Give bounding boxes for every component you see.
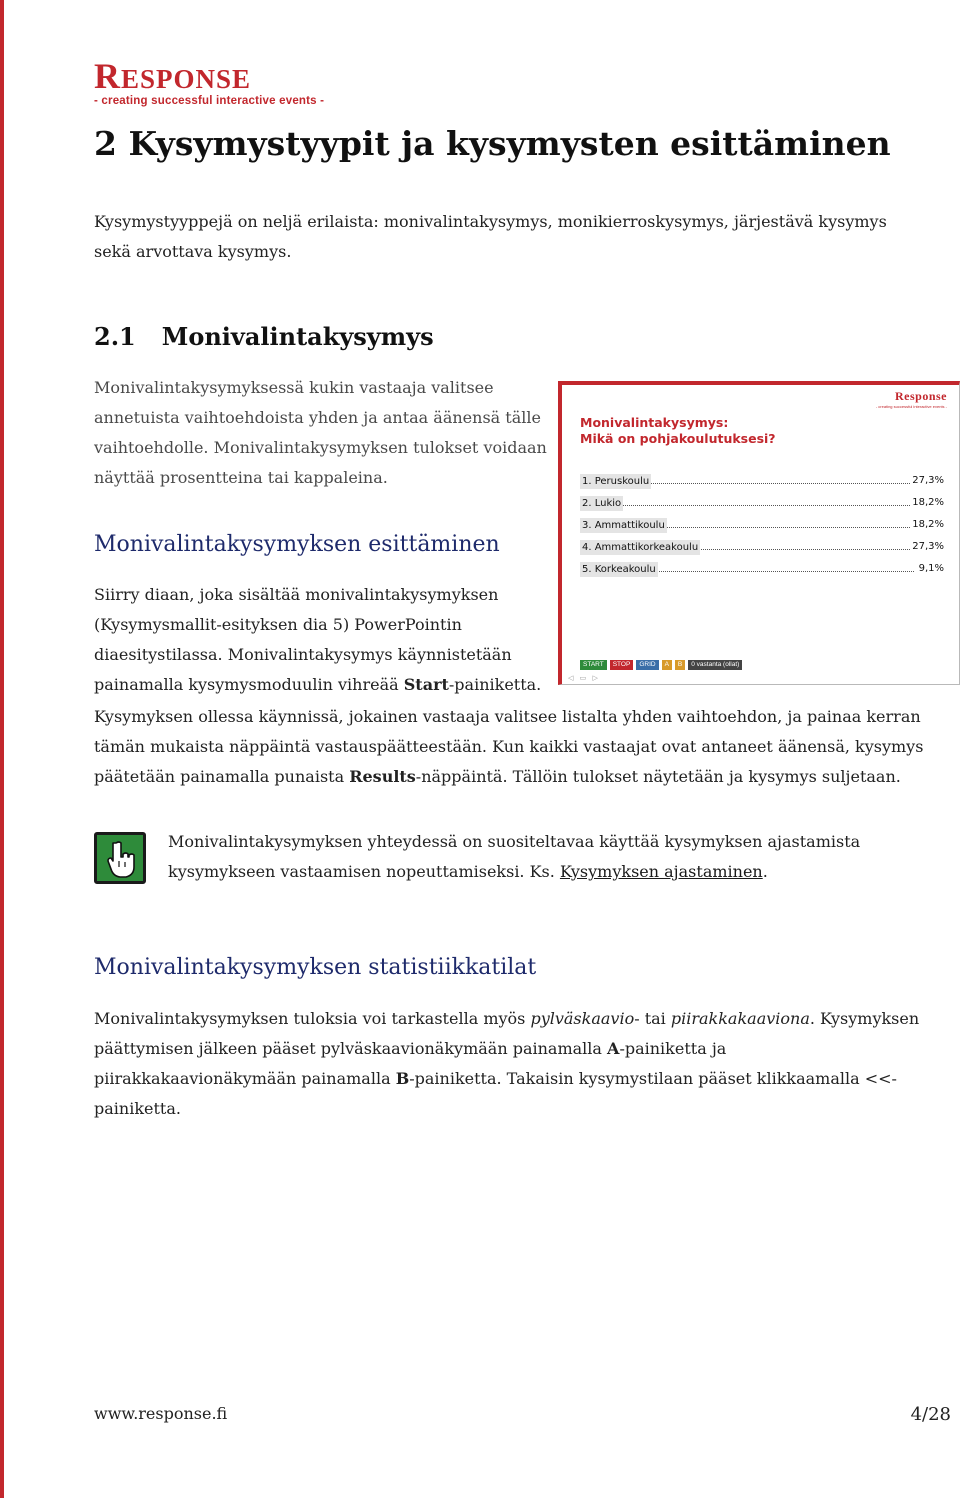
slide-question-title [580,415,776,447]
slide-a-button[interactable]: A [662,660,672,670]
slide-title-line-2: Mikä on pohjakoulutuksesi? [580,431,776,446]
option-label: 5. Korkeakoulu [582,564,656,575]
logo-tagline: - creating successful interactive events - [94,95,325,107]
slide-logo [876,389,947,409]
slide-stop-button[interactable]: STOP [610,660,634,670]
slide-screenshot [558,381,960,685]
section-number: 2.1 [94,322,136,351]
response-logo [94,58,324,107]
slide-option-row [580,516,944,538]
intro-paragraph: Kysymystyyppejä on neljä erilaista: monivalintakysymys, monikierroskysymys, järjestävä kysymys sekä arvottava kysymys. [94,212,887,261]
option-percent: 18,2% [912,519,944,530]
option-percent: 9,1% [918,563,944,574]
timing-link[interactable]: Kysymyksen ajastaminen [559,862,763,881]
slide-b-button[interactable]: B [675,660,685,670]
slide-grid-button[interactable]: GRID [636,660,658,670]
slide-option-row [580,472,944,494]
section-heading-2-1 [94,322,434,351]
slide-option-row [580,560,944,582]
option-label: 2. Lukio [582,498,622,509]
footer-url: www.response.fi [94,1404,228,1423]
slide-option-row [580,494,944,516]
tip-paragraph: Monivalintakysymyksen yhteydessä on suositeltavaa käyttää kysymyksen ajastamista kysymykseen vastaamisen nopeuttamiseksi. Ks. Kysymyksen ajastaminen. [168,832,861,881]
dot-leader [580,505,914,506]
option-label: 4. Ammattikorkeakoulu [582,542,699,553]
slide-start-button[interactable]: START [580,660,607,670]
option-label: 1. Peruskoulu [582,476,650,487]
slide-options-list [580,472,944,582]
section-2-1-body: Monivalintakysymyksessä kukin vastaaja valitsee annetuista vaihtoehdoista yhden ja antaa äänensä tälle vaihtoehdolle. Monivalintakysymyksen tulokset voidaan näyttää prosentteina tai kappaleina. [94,378,547,487]
left-margin-rule [0,0,4,1498]
slide-option-row [580,538,944,560]
slide-title-line-1: Monivalintakysymys: [580,415,729,430]
slide-response-count: 0 vastanta (ollat) [688,660,742,670]
statistics-heading: Monivalintakysymyksen statistiikkatilat [94,955,537,980]
logo-wordmark: RESPONSE [94,56,252,96]
slide-logo-wordmark: Response [894,389,947,403]
pointing-hand-icon [94,832,146,884]
start-keyword: Start [403,675,449,694]
presentation-paragraph-1: Siirry diaan, joka sisältää monivalintakysymyksen (Kysymysmallit-esityksen dia 5) PowerPointin diaesitystilassa. Monivalintakysymys käynnistetään painamalla kysymysmoduulin vihreää Start-painiketta. [94,585,542,694]
option-percent: 18,2% [912,497,944,508]
slide-control-bar [580,660,742,670]
option-percent: 27,3% [912,541,944,552]
slide-logo-tagline: - creating successful interactive events - [875,404,947,409]
page-number: 4/28 [910,1404,951,1425]
page-title: 2 Kysymystyypit ja kysymysten esittäminen [94,124,891,163]
option-label: 3. Ammattikoulu [582,520,665,531]
statistics-paragraph: Monivalintakysymyksen tuloksia voi tarkastella myös pylväskaavio- tai piirakkakaaviona. Kysymyksen päättymisen jälkeen pääset pylväskaavionäkymään painamalla A-painiketta ja piirakkakaavionäkymään painamalla B-painiketta. Takaisin kysymystilaan pääset klikkaamalla <<-painiketta. [94,1009,920,1118]
presentation-paragraph-2: Kysymyksen ollessa käynnissä, jokainen vastaaja valitsee listalta yhden vaihtoehdon, ja painaa kerran tämän mukaista näppäintä vastauspäätteestään. Kun kaikki vastaajat ovat antaneet äänensä, kysymys päätetään painamalla punaista Results-näppäintä. Tällöin tulokset näytetään ja kysymys suljetaan. [94,707,924,786]
results-keyword: Results [349,767,416,786]
presentation-heading: Monivalintakysymyksen esittäminen [94,532,500,557]
section-title: Monivalintakysymys [161,322,434,351]
slide-nav-arrows-icon: ◁ ▭ ▷ [568,674,600,682]
option-percent: 27,3% [912,475,944,486]
